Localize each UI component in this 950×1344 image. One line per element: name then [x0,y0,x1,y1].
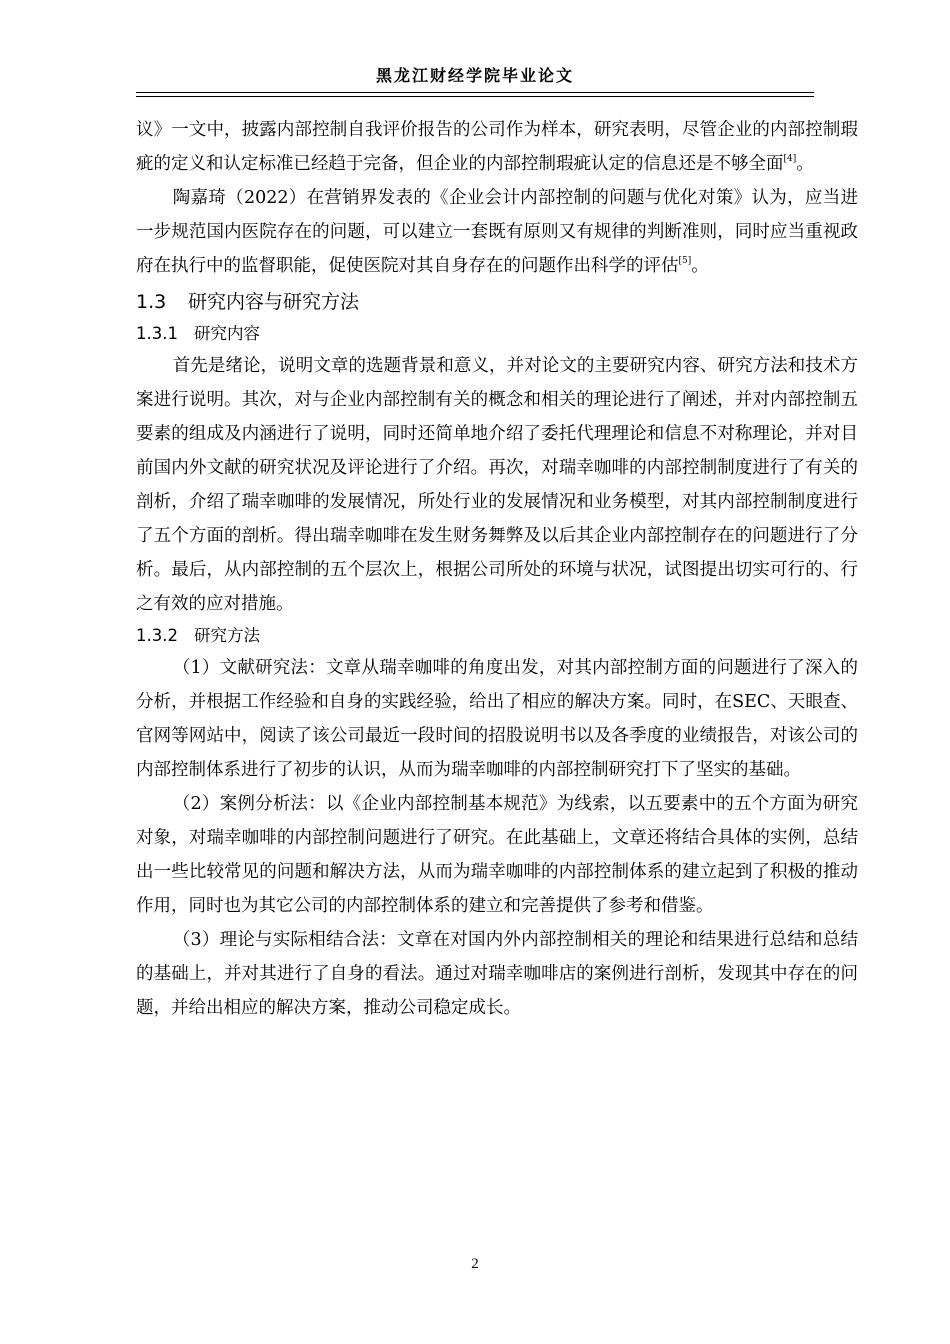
paragraph-method-literature: （1）文献研究法：文章从瑞幸咖啡的角度出发，对其内部控制方面的问题进行了深入的分析，并根据工作经验和自身的实践经验，给出了相应的解决方案。同时，在SEC、天眼查、官网等网站中，阅读了该公司最近一段时间的招股说明书以及各季度的业绩报告，对该公司的内部控制体系进行了初步的认识，从而为瑞幸咖啡的内部控制研究打下了坚实的基础。 [136,658,858,780]
page-number: 2 [471,1256,479,1272]
section-title: 研究内容与研究方法 [188,291,360,313]
paragraph-tao-jiaqi [136,181,858,283]
section-title: 研究内容 [194,324,260,343]
running-header: 黑龙江财经学院毕业论文 [136,62,814,93]
paragraph-research-content: 首先是绪论，说明文章的选题背景和意义，并对论文的主要研究内容、研究方法和技术方案进行说明。其次，对与企业内部控制有关的概念和相关的理论进行了阐述，并对内部控制五要素的组成及内涵进行了说明，同时还简单地介绍了委托代理理论和信息不对称理论，并对目前国内外文献的研究状况及评论进行了介绍。再次，对瑞幸咖啡的内部控制制度进行了有关的剖析，介绍了瑞幸咖啡的发展情况，所处行业的发展情况和业务模型，对其内部控制制度进行了五个方面的剖析。得出瑞幸咖啡在发生财务舞弊及以后其企业内部控制存在的问题进行了分析。最后，从内部控制的五个层次上，根据公司所处的环境与状况，试图提出切实可行的、行之有效的应对措施。 [136,356,858,614]
citation-ref: [4] [783,154,797,164]
citation-ref: [5] [678,256,692,266]
page-body [136,113,858,1025]
section-number: 1.3 [136,291,167,313]
paragraph-continuation [136,113,858,181]
section-heading-1-3-2 [136,621,858,651]
section-heading-1-3-1 [136,319,858,349]
section-heading-1-3 [136,285,858,319]
section-number: 1.3.2 [136,626,178,645]
paragraph-text: 议》一文中，披露内部控制自我评价报告的公司作为样本，研究表明，尽管企业的内部控制瑕疵的定义和认定标准已经趋于完备，但企业的内部控制瑕疵认定的信息还是不够全面 [136,120,858,174]
paragraph-text: 陶嘉琦（2022）在营销界发表的《企业会计内部控制的问题与优化对策》认为，应当进一步规范国内医院存在的问题，可以建立一套既有原则又有规律的判断准则，同时应当重视政府在执行中的监督职能，促使医院对其自身存在的问题作出科学的评估 [136,188,858,276]
paragraph-method-case: （2）案例分析法：以《企业内部控制基本规范》为线索，以五要素中的五个方面为研究对象，对瑞幸咖啡的内部控制问题进行了研究。在此基础上，文章还将结合具体的实例，总结出一些比较常见的问题和解决方法，从而为瑞幸咖啡的内部控制体系的建立起到了积极的推动作用，同时也为其它公司的内部控制体系的建立和完善提供了参考和借鉴。 [136,794,858,916]
paragraph-end: 。 [691,256,709,276]
paragraph-end: 。 [796,154,814,174]
paragraph-method-theory: （3）理论与实际相结合法：文章在对国内外内部控制相关的理论和结果进行总结和总结的基础上，并对其进行了自身的看法。通过对瑞幸咖啡店的案例进行剖析，发现其中存在的问题，并给出相应的解决方案，推动公司稳定成长。 [136,930,858,1018]
section-number: 1.3.1 [136,324,178,343]
section-title: 研究方法 [194,626,260,645]
